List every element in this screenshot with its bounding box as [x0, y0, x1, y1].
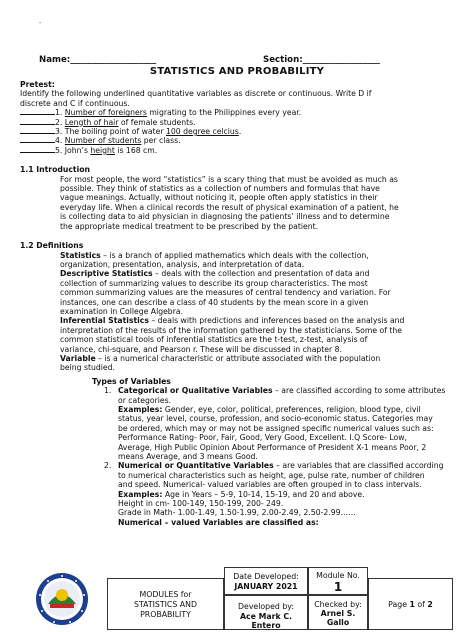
pretest-item: 4. Number of students per class.: [20, 136, 460, 145]
introduction-paragraph: For most people, the word “statistics” is a scary thing that must be avoided as much as possible. They think of statistics as a collection of numbers and formulas that have vague meanings. Actually, without noticing it, people often apply statistics in their everyday life. When a clinical records the result of physical examination of a patient, he is collecting data to aid physician in diagnosing the patients’ illness and to determine the appropriate medical treatment to be prescribed by the patient.: [60, 174, 399, 231]
numerical-classification-line: Numerical – valued Variables are classified as:: [118, 517, 319, 527]
footer-date-cell: Date Developed: JANUARY 2021: [224, 567, 308, 595]
list-number: 1.: [104, 386, 112, 396]
corner-mark: -: [39, 19, 42, 27]
underlined-variable: Length of hair: [64, 117, 119, 127]
definitions-heading: 1.2 Definitions: [20, 241, 84, 251]
definitions-block: Statistics – is a branch of applied mathematics which deals with the collection, organization, presentation, analysis, and interpretation of data. Descriptive Statistics – deals with the collection and presentation of data and collection of summarizing values to describe its group characteristics. The most common summarizing values are the measures of central tendency and variation. For instances, one can describe a class of 40 students by the mean score in a given examination in College Algebra. Inferential Statistics – deals with predictions and inferences based on the analysis and interpretation of the results of the information gathered by the statisticians. Some of the common statistical tools of inferential statistics are the t-test, z-test, analysis of variance, chi-square, and Pearson r. These will be discussed in chapter 8. Variable – is a numerical characteristic or attribute associated with the population being studied.: [60, 251, 460, 373]
underlined-variable: height: [90, 145, 115, 155]
document-body: [20, 80, 460, 527]
pretest-heading: Pretest:: [20, 80, 55, 89]
list-item-categorical: 1. Categorical or Qualitative Variables – are classified according to some attributes or categories. Examples: Gender, eye, color, political, preferences, religion, blood type, civil status, year level, course, profession, and socio-economic status. Categories may be ordered, which may or may not be assigned specific numerical values such as: Performance Rating- Poor, Fair, Good, Very Good, Excellent. I.Q Score- Low, Average, High Public Opinion About Performance of President X-1 means Poor, 2 means Average, and 3 means Good.: [104, 386, 446, 462]
answer-blank[interactable]: [20, 127, 55, 134]
definition-statistics: Statistics – is a branch of applied mathematics which deals with the collection,: [60, 250, 369, 260]
types-of-variables-heading: Types of Variables: [92, 376, 171, 386]
pretest-item: 2. Length of hair of female students.: [20, 118, 460, 127]
underlined-variable: Number of students: [64, 136, 142, 146]
answer-blank[interactable]: [20, 136, 55, 143]
module-footer: [8, 567, 466, 630]
item-number: 5.: [55, 145, 65, 155]
footer-module-number-cell: Module No. 1: [308, 567, 368, 595]
list-number: 2.: [104, 461, 112, 471]
introduction-heading: 1.1 Introduction: [20, 165, 90, 175]
underlined-variable: Number of foreigners: [64, 108, 147, 118]
footer-page-cell: [368, 578, 453, 630]
answer-blank[interactable]: [20, 146, 55, 153]
answer-blank[interactable]: [20, 108, 55, 115]
pretest-instruction-line: discrete and C if continuous.: [20, 98, 130, 108]
item-number: 2.: [55, 117, 65, 127]
pretest-instruction-line: Identify the following underlined quantitative variables as discrete or continuous. Write D if: [20, 89, 372, 99]
footer-checked-by-cell: Checked by: Arnel S. Gallo: [308, 595, 368, 630]
list-item-numerical: 2. Numerical or Quantitative Variables – are variables that are classified according to numerical characteristics such as height, age, pulse rate, number of children and speed. Numerical- valued variables are often grouped in to class intervals. Examples: Age in Years – 5-9, 10-14, 15-19, and 20 and above. Height in cm- 100-149, 150-199, 200- 249. Grade in Math- 1.00-1.49, 1.50-1.99, 2.00-2.49, 2.50-2.99…… Numerical – valued Variables are classified as:: [118, 461, 460, 527]
definition-variable: Variable – is a numerical characteristic or attribute associated with the population: [60, 353, 381, 363]
answer-blank[interactable]: [20, 118, 55, 125]
footer-developer-cell: Developed by: Ace Mark C. Entero: [224, 595, 308, 630]
pretest-item: 5. John’s height is 168 cm.: [20, 146, 460, 155]
definition-descriptive-statistics: Descriptive Statistics – deals with the collection and presentation of data and: [60, 269, 370, 279]
footer-module-title-cell: MODULES for STATISTICS AND PROBABILITY: [107, 578, 224, 630]
underlined-variable: 100 degree celcius: [165, 127, 239, 137]
item-number: 3.: [55, 127, 65, 137]
pretest-item: 1. Number of foreigners migrating to the Philippines every year.: [20, 108, 460, 117]
school-seal-logo: [32, 571, 92, 627]
section-field-label: Section:__________________: [263, 55, 380, 65]
name-field-label: Name:____________________: [39, 55, 157, 65]
pretest-item: 3. The boiling point of water 100 degree celcius.: [20, 127, 460, 136]
item-number: 4.: [55, 136, 65, 146]
item-number: 1.: [55, 108, 65, 118]
definition-inferential-statistics: Inferential Statistics – deals with predictions and inferences based on the analysis and: [60, 316, 405, 326]
page-indicator: Page 1 of 2: [388, 600, 433, 609]
page-title: STATISTICS AND PROBABILITY: [149, 66, 325, 77]
